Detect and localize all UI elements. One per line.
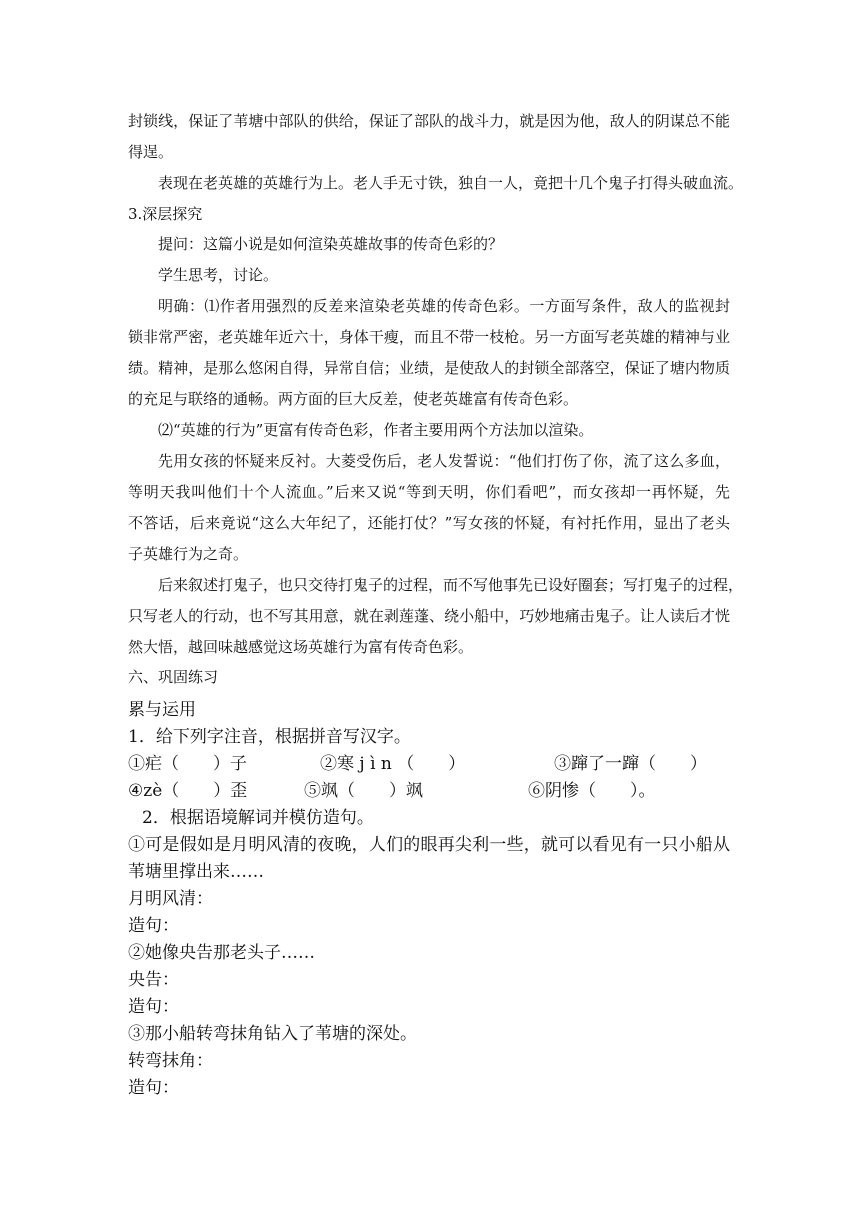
sentence-line: ①可是假如是月明风清的夜晚，人们的眼再尖利一些，就可以看见有一只小船从 xyxy=(128,835,730,855)
sentence-line: ③那小船转弯抹角钻入了苇塘的深处。 xyxy=(128,1024,417,1044)
paragraph-line: 锁非常严密，老英雄年近六十，身体干瘦，而且不带一枝枪。另一方面写老英雄的精神与业 xyxy=(128,328,730,346)
exercise-item: ①疟（ ）子 xyxy=(128,754,247,774)
exercise-item: ⑤飒（ ）飒 xyxy=(304,781,423,801)
paragraph-line: 绩。精神，是那么悠闲自得，异常自信；业绩，是使敌人的封锁全部落空，保证了塘内物质 xyxy=(128,359,730,377)
word-prompt: 转弯抹角： xyxy=(128,1051,213,1071)
exercise-item: ④zè（ ）歪 xyxy=(128,781,248,801)
section-heading: 3.深层探究 xyxy=(128,205,203,223)
subsection-heading: 累与运用 xyxy=(128,700,196,720)
question-line: 提问：这篇小说是如何渲染英雄故事的传奇色彩的？ xyxy=(158,235,504,253)
word-prompt: 央告： xyxy=(128,970,179,990)
section-heading: 六、巩固练习 xyxy=(128,668,219,686)
sentence-prompt: 造句： xyxy=(128,997,179,1017)
sentence-prompt: 造句： xyxy=(128,916,179,936)
paragraph-line: 不答话，后来竟说“这么大年纪了，还能打仗？”写女孩的怀疑，有衬托作用，显出了老头 xyxy=(128,514,730,532)
exercise-item: ⑥阴惨（ ）。 xyxy=(528,781,656,801)
paragraph-line: 表现在老英雄的英雄行为上。老人手无寸铁，独自一人，竟把十几个鬼子打得头破血流。 xyxy=(158,174,744,192)
exercise-item: ②寒 j ì n （ ） xyxy=(320,754,466,774)
paragraph-line: 得逞。 xyxy=(128,143,174,161)
paragraph-line: 等明天我叫他们十个人流血。”后来又说“等到天明，你们看吧”，而女孩却一再怀疑，先 xyxy=(128,483,730,501)
paragraph-line: 学生思考，讨论。 xyxy=(158,266,279,284)
paragraph-line: 明确：⑴作者用强烈的反差来渲染老英雄的传奇色彩。一方面写条件，敌人的监视封 xyxy=(158,297,730,315)
paragraph-line: ⑵“英雄的行为”更富有传奇色彩，作者主要用两个方法加以渲染。 xyxy=(158,421,594,439)
paragraph-line: 的充足与联络的通畅。两方面的巨大反差，使老英雄富有传奇色彩。 xyxy=(128,390,579,408)
paragraph-line: 只写老人的行动，也不写其用意，就在剥莲蓬、绕小船中，巧妙地痛击鬼子。让人读后才恍 xyxy=(128,607,730,625)
paragraph-line: 先用女孩的怀疑来反衬。大菱受伤后，老人发誓说：“他们打伤了你，流了这么多血， xyxy=(158,452,730,470)
paragraph-line: 后来叙述打鬼子，也只交待打鬼子的过程，而不写他事先已设好圈套；写打鬼子的过程， xyxy=(158,576,744,594)
exercise-title: 1．给下列字注音，根据拼音写汉字。 xyxy=(128,727,411,747)
paragraph-line: 然大悟，越回味越感觉这场英雄行为富有传奇色彩。 xyxy=(128,638,474,656)
paragraph-line: 封锁线，保证了苇塘中部队的供给，保证了部队的战斗力，就是因为他，敌人的阴谋总不能 xyxy=(128,112,730,130)
exercise-item: ③蹿了一蹿（ ） xyxy=(554,754,707,774)
sentence-line: 苇塘里撑出来…… xyxy=(128,862,264,882)
exercise-title: 2．根据语境解词并模仿造句。 xyxy=(142,808,374,828)
word-prompt: 月明风清： xyxy=(128,889,213,909)
sentence-prompt: 造句： xyxy=(128,1078,179,1098)
paragraph-line: 子英雄行为之奇。 xyxy=(128,545,249,563)
sentence-line: ②她像央告那老头子…… xyxy=(128,943,315,963)
